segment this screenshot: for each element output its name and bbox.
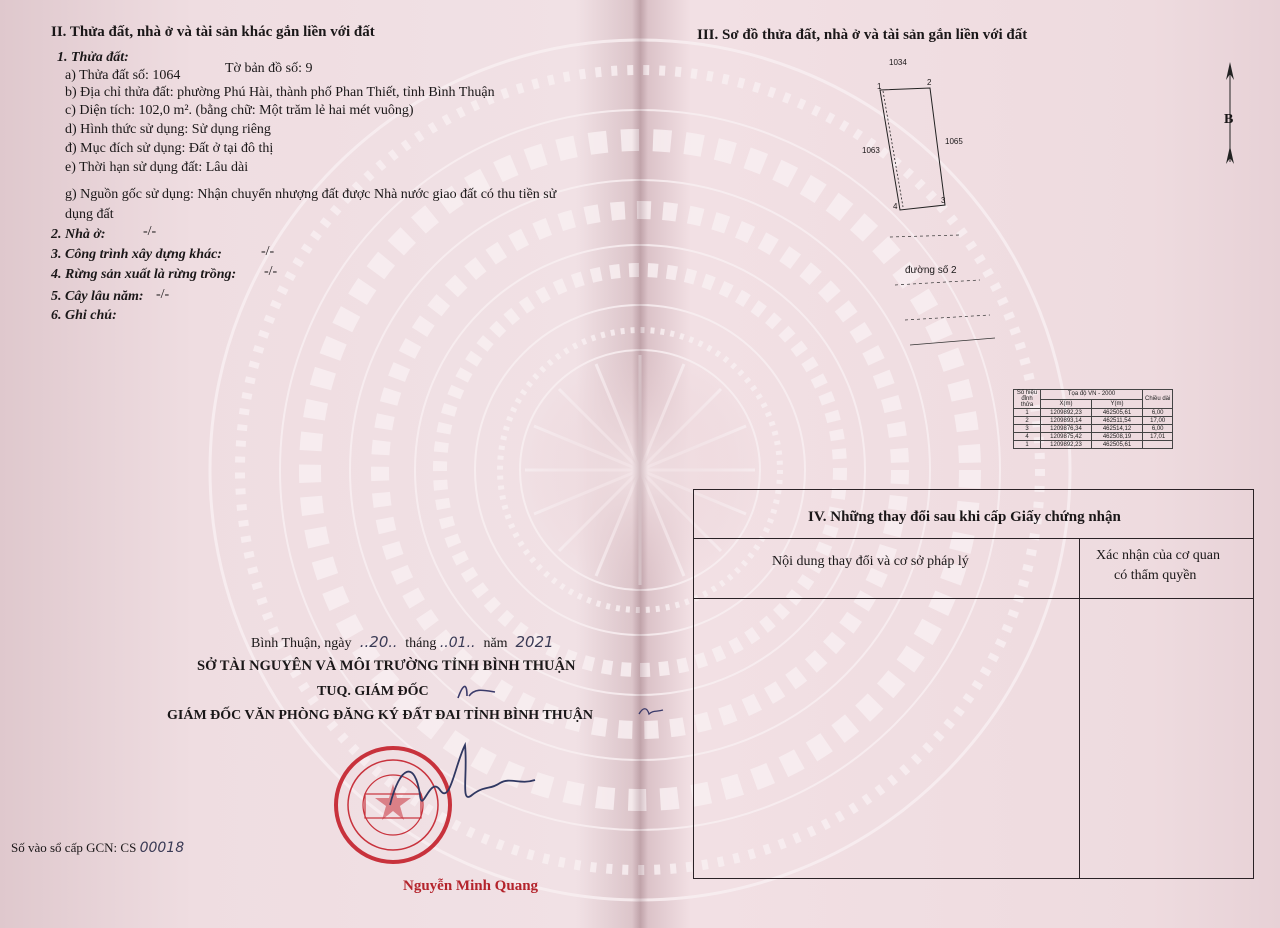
- registry-number: [11, 840, 184, 856]
- cell-y: 462511,54: [1092, 417, 1143, 425]
- coordinate-table: [1013, 389, 1173, 449]
- forest-value: -/-: [264, 264, 278, 279]
- usage-origin: g) Nguồn gốc sử dụng: Nhận chuyển nhượng đất được Nhà nước giao đất có thu tiền sử: [65, 187, 557, 202]
- other-works-label: 3. Công trình xây dựng khác:: [51, 247, 222, 262]
- cell-y: 462508,19: [1092, 433, 1143, 441]
- vertex-2: 2: [927, 78, 932, 87]
- date-year: 2021: [515, 633, 554, 651]
- neighbor-left: 1063: [862, 146, 880, 155]
- month-label: tháng: [405, 636, 437, 651]
- vertex-3: 3: [941, 196, 946, 205]
- vertex-1: 1: [877, 82, 882, 91]
- column-divider: [1079, 538, 1080, 878]
- cell-length: 6,00: [1143, 425, 1173, 433]
- coord-header-length: Chiều dài: [1143, 390, 1173, 409]
- parcel-number: a) Thửa đất số: 1064: [65, 68, 181, 83]
- usage-purpose: đ) Mục đích sử dụng: Đất ở tại đô thị: [65, 141, 274, 156]
- forest-label: 4. Rừng sản xuất là rừng trồng:: [51, 267, 237, 282]
- changes-table: [693, 489, 1254, 879]
- other-works-value: -/-: [261, 244, 275, 259]
- table-row: [1014, 441, 1173, 449]
- neighbor-right: 1065: [945, 137, 963, 146]
- initial-mark: [455, 680, 500, 702]
- cell-id: 1: [1014, 409, 1041, 417]
- table-row: [1014, 417, 1173, 425]
- house-label: 2. Nhà ở:: [51, 227, 106, 242]
- table-row: [1014, 425, 1173, 433]
- cell-id: 1: [1014, 441, 1041, 449]
- registry-value: 00018: [139, 840, 185, 856]
- cell-x: 1209875,42: [1041, 433, 1092, 441]
- cell-length: [1143, 441, 1173, 449]
- cell-x: 1209892,23: [1041, 441, 1092, 449]
- cell-y: 462505,61: [1092, 441, 1143, 449]
- table-row: [1014, 409, 1173, 417]
- usage-origin-cont: dụng đất: [65, 207, 114, 222]
- signer-name: Nguyễn Minh Quang: [403, 878, 539, 894]
- cell-id: 4: [1014, 433, 1041, 441]
- col-confirmation-line2: có thẩm quyền: [1114, 568, 1197, 583]
- col-change-content: Nội dung thay đổi và cơ sở pháp lý: [772, 554, 969, 569]
- cell-y: 462505,61: [1092, 409, 1143, 417]
- section-3-title: III. Sơ đồ thửa đất, nhà ở và tài sản gắn liền với đất: [697, 27, 1028, 43]
- date-prefix: Bình Thuận, ngày: [251, 636, 352, 651]
- cell-length: 17,00: [1143, 417, 1173, 425]
- coord-header-vn2000: Tọa độ VN - 2000: [1041, 390, 1143, 400]
- col-confirmation-line1: Xác nhận của cơ quan: [1096, 548, 1221, 563]
- center-fold: [632, 0, 648, 928]
- date-day: 20: [369, 633, 389, 651]
- north-label: B: [1224, 112, 1234, 127]
- cell-id: 3: [1014, 425, 1041, 433]
- neighbor-top: 1034: [889, 58, 907, 67]
- coord-header-x: X(m): [1041, 399, 1092, 409]
- cell-y: 462514,12: [1092, 425, 1143, 433]
- year-label: năm: [483, 636, 508, 651]
- road-label: đường số 2: [905, 265, 957, 276]
- coord-header-vertex: Số hiệu đỉnh thửa: [1014, 390, 1041, 409]
- registry-label: Số vào sổ cấp GCN: CS: [11, 840, 137, 855]
- cell-x: 1209892,23: [1041, 409, 1092, 417]
- parcel-address: b) Địa chỉ thửa đất: phường Phú Hài, thành phố Phan Thiết, tỉnh Bình Thuận: [65, 85, 495, 100]
- usage-term: e) Thời hạn sử dụng đất: Lâu dài: [65, 160, 249, 175]
- cell-id: 2: [1014, 417, 1041, 425]
- cell-length: 6,00: [1143, 409, 1173, 417]
- perennial-label: 5. Cây lâu năm:: [51, 289, 144, 304]
- cell-x: 1209893,14: [1041, 417, 1092, 425]
- table-row: [1014, 433, 1173, 441]
- initial-mark-2: [637, 704, 665, 720]
- coord-header-y: Y(m): [1092, 399, 1143, 409]
- note-label: 6. Ghi chú:: [51, 308, 117, 323]
- perennial-value: -/-: [156, 287, 170, 302]
- signer-title: GIÁM ĐỐC VĂN PHÒNG ĐĂNG KÝ ĐẤT ĐAI TỈNH BÌNH THUẬN: [167, 708, 594, 723]
- land-heading: 1. Thửa đất:: [57, 50, 129, 65]
- section-4-title: IV. Những thay đổi sau khi cấp Giấy chứng nhận: [808, 509, 1121, 525]
- handwritten-signature: [360, 735, 550, 835]
- cell-x: 1209876,34: [1041, 425, 1092, 433]
- issuing-department: SỞ TÀI NGUYÊN VÀ MÔI TRƯỜNG TỈNH BÌNH THUẬN: [197, 658, 576, 674]
- cell-length: 17,01: [1143, 433, 1173, 441]
- section-2-title: II. Thửa đất, nhà ở và tài sản khác gắn liền với đất: [51, 24, 375, 40]
- vertex-4: 4: [893, 202, 898, 211]
- map-sheet-number: Tờ bản đồ số: 9: [225, 61, 313, 76]
- date-month: 01: [448, 635, 467, 651]
- usage-form: d) Hình thức sử dụng: Sử dụng riêng: [65, 122, 271, 137]
- changes-table-title-row: [694, 490, 1253, 539]
- tuq-director: TUQ. GIÁM ĐỐC: [317, 684, 429, 699]
- parcel-area: c) Diện tích: 102,0 m². (bằng chữ: Một trăm lẻ hai mét vuông): [65, 103, 414, 118]
- parcel-sketch: [850, 55, 1000, 355]
- house-value: -/-: [143, 224, 157, 239]
- changes-table-header-row: [694, 538, 1253, 599]
- signing-date: Bình Thuận, ngày ..20.. tháng ..01.. năm 2021: [251, 633, 554, 651]
